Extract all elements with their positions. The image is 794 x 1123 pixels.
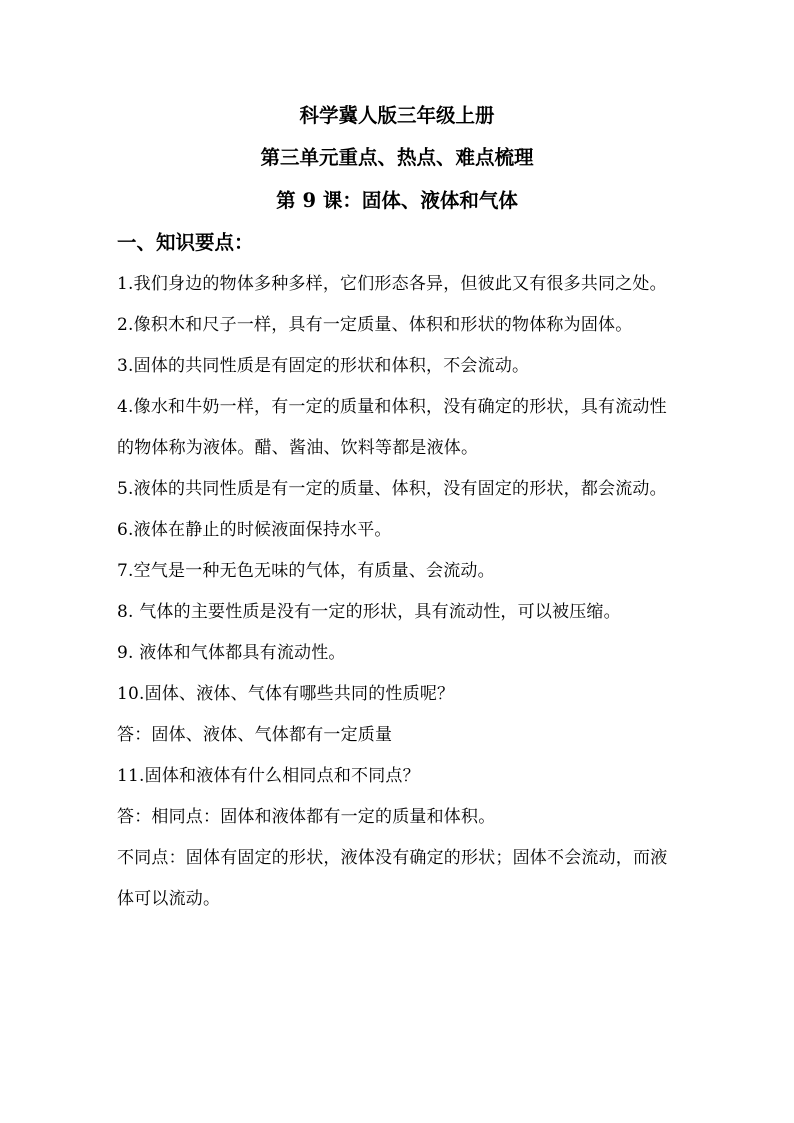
- paragraph-9: 9. 液体和气体都具有流动性。: [117, 643, 346, 663]
- lesson-title: 第 9 课：固体、液体和气体: [276, 189, 518, 212]
- paragraph-8: 8. 气体的主要性质是没有一定的形状，具有流动性，可以被压缩。: [117, 602, 621, 622]
- answer-11-similarities: 答：相同点：固体和液体都有一定的质量和体积。: [117, 807, 496, 827]
- document-title: 科学冀人版三年级上册: [299, 104, 495, 127]
- paragraph-2: 2.像积木和尺子一样，具有一定质量、体积和形状的物体称为固体。: [117, 315, 633, 335]
- section-heading: 一、知识要点：: [117, 231, 254, 254]
- paragraph-3: 3.固体的共同性质是有固定的形状和体积，不会流动。: [117, 356, 530, 376]
- paragraph-4: 4.像水和牛奶一样，有一定的质量和体积，没有确定的形状，具有流动性的物体称为液体。醋、酱油、饮料等都是液体。: [117, 397, 667, 458]
- paragraph-6: 6.液体在静止的时候液面保持水平。: [117, 520, 392, 540]
- paragraph-7: 7.空气是一种无色无味的气体，有质量、会流动。: [117, 561, 495, 581]
- question-10: 10.固体、液体、气体有哪些共同的性质呢？: [117, 684, 455, 704]
- answer-10: 答：固体、液体、气体都有一定质量: [117, 725, 393, 745]
- question-11: 11.固体和液体有什么相同点和不同点？: [117, 766, 420, 786]
- unit-title: 第三单元重点、热点、难点梳理: [260, 146, 534, 169]
- document-body: [117, 222, 677, 920]
- document-title-block: [0, 96, 794, 221]
- answer-11-differences: 不同点：固体有固定的形状，液体没有确定的形状；固体不会流动，而液体可以流动。: [117, 848, 668, 909]
- paragraph-5: 5.液体的共同性质是有一定的质量、体积，没有固定的形状，都会流动。: [117, 479, 667, 499]
- paragraph-1: 1.我们身边的物体多种多样，它们形态各异，但彼此又有很多共同之处。: [117, 274, 667, 294]
